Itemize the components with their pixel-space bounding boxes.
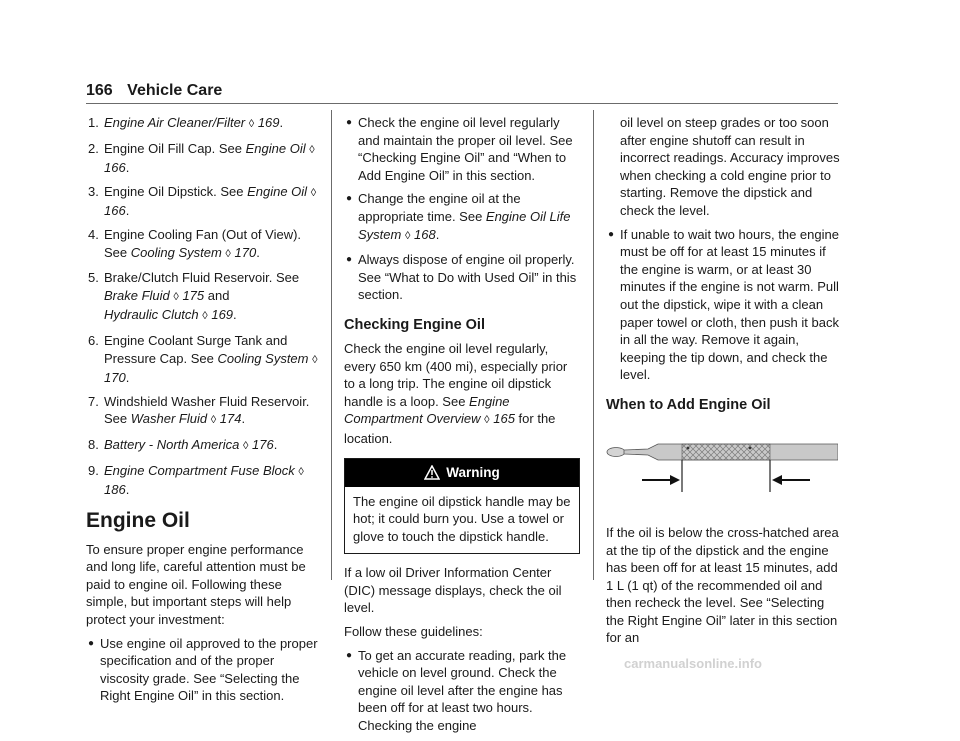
when-to-add-paragraph: If the oil is below the cross-hatched area at the tip of the dipstick and the engine has been off for at least 15 minutes, add 1 L (1 qt) of the recommended oil and then recheck the level. See “Selecting the Right Engine Oil” later in this section for an (606, 524, 839, 646)
engine-oil-bullets-cont (344, 114, 580, 304)
bullet-icon: ● (346, 649, 353, 661)
list-item: 4. Engine Cooling Fan (Out of View). See Cooling System ◊ 170. (88, 226, 302, 260)
page-arrow-icon: ◊ (202, 310, 208, 323)
add-mark-dot (687, 447, 690, 450)
list-item: 2. Engine Oil Fill Cap. See Engine Oil ◊ 166. (88, 140, 315, 176)
cross-reference-link[interactable]: Cooling System (217, 350, 309, 366)
section-heading-engine-oil: Engine Oil (86, 508, 190, 532)
cross-reference-link[interactable]: Engine Compartment Overview (344, 393, 510, 427)
cross-reference-link[interactable]: Brake Fluid (104, 287, 170, 303)
list-item: ● Use engine oil approved to the proper specification and of the proper viscosity grade. See “Selecting the Right Engine Oil” in this section. (88, 635, 318, 704)
list-item: 8. Battery - North America ◊ 176. (88, 436, 278, 452)
column-3 (606, 114, 840, 653)
left-arrow-icon (772, 475, 810, 485)
list-item: 5. Brake/Clutch Fluid Reservoir. See Brake Fluid ◊ 175 and Hydraulic Clutch ◊ 169. (88, 270, 300, 323)
cross-reference-link[interactable]: Battery - North America (104, 436, 240, 452)
bullet-icon: ● (346, 254, 353, 266)
list-item: ● Always dispose of engine oil properly. See “What to Do with Used Oil” in this section. (346, 252, 577, 303)
checking-paragraph: Check the engine oil level regularly, every 650 km (400 mi), especially prior to a long trip. The engine oil dipstick handle is a loop. See Engine Compartment Overview ◊ 165 for the location. (344, 340, 568, 446)
page-arrow-icon: ◊ (484, 414, 490, 427)
dic-paragraph: If a low oil Driver Information Center (DIC) message displays, check the oil level. (344, 565, 562, 616)
page-arrow-icon: ◊ (404, 229, 411, 242)
column-divider (593, 110, 594, 580)
page-arrow-icon: ◊ (309, 143, 315, 156)
cross-reference-link[interactable]: Washer Fluid (130, 411, 208, 427)
full-mark-dot (749, 447, 752, 450)
warning-header (345, 459, 579, 487)
cross-reference-link[interactable]: Engine Compartment Fuse Block (104, 462, 295, 478)
warning-title: Warning (446, 464, 500, 480)
list-item: ● Check the engine oil level regularly and maintain the proper oil level. See “Checking Engine Oil” and “When to Add Engine Oil” in this section. (346, 115, 573, 183)
page-arrow-icon: ◊ (312, 353, 318, 366)
list-item: 9. Engine Compartment Fuse Block ◊ 186. (88, 462, 304, 498)
guidelines-list (344, 647, 580, 735)
guidelines-list-cont (606, 226, 840, 384)
cross-reference-link[interactable]: Engine Oil (245, 140, 306, 156)
parts-list (86, 114, 318, 499)
cross-reference-link[interactable]: Engine Oil (247, 183, 308, 199)
page-arrow-icon: ◊ (225, 247, 231, 260)
section-heading-checking-engine-oil: Checking Engine Oil (344, 316, 485, 333)
bullet-icon: ● (346, 117, 353, 128)
header-rule (86, 103, 838, 104)
dipstick-diagram (606, 428, 838, 518)
column-2 (344, 114, 580, 741)
list-item: 3. Engine Oil Dipstick. See Engine Oil ◊ 166. (88, 183, 317, 219)
list-item: 1. Engine Air Cleaner/Filter ◊ 169. (88, 115, 284, 130)
warning-box (344, 458, 580, 555)
warning-text: The engine oil dipstick handle may be hot; it could burn you. Use a towel or glove to touch the dipstick handle. (353, 493, 571, 544)
warning-triangle-icon (424, 465, 440, 480)
section-title: Vehicle Care (127, 82, 223, 99)
page-arrow-icon: ◊ (173, 290, 179, 303)
list-item: 7. Windshield Washer Fluid Reservoir. See Washer Fluid ◊ 174. (88, 393, 310, 427)
guideline-continuation: oil level on steep grades or too soon after engine shutoff can result in incorrect readings. Accuracy improves when checking a cold engine prior to starting. Remove the dipstick and check the level. (620, 115, 840, 218)
page-arrow-icon: ◊ (248, 118, 255, 130)
engine-oil-intro: To ensure proper engine performance and long life, careful attention must be paid to engine oil. Following these simple, but important steps will help protect your investment: (86, 541, 306, 628)
column-divider (331, 110, 332, 580)
bullet-icon: ● (346, 193, 353, 205)
engine-oil-bullets (86, 635, 318, 705)
guidelines-intro: Follow these guidelines: (344, 624, 483, 640)
bullet-icon: ● (608, 228, 615, 240)
cross-reference-link[interactable]: Hydraulic Clutch (104, 307, 199, 323)
cross-reference-link[interactable]: Engine Air Cleaner/Filter (104, 115, 246, 130)
right-arrow-icon (642, 475, 680, 485)
section-heading-when-to-add: When to Add Engine Oil (606, 396, 771, 413)
column-1 (86, 114, 318, 711)
list-item: ● If unable to wait two hours, the engine must be off for at least 15 minutes if the engine is warm, or at least 30 minutes if the engine is not warm. Pull out the dipstick, wipe it with a clean paper towel or cloth, then push it back in all the way. Remove it again, keeping the tip down, and check the level. (608, 226, 839, 383)
cross-reference-link[interactable]: Cooling System (130, 244, 222, 260)
dipstick-illustration (606, 428, 838, 518)
page-arrow-icon: ◊ (310, 186, 317, 199)
list-item: 6. Engine Coolant Surge Tank and Pressure Cap. See Cooling System ◊ 170. (88, 332, 318, 386)
cross-reference-link[interactable]: Engine Oil Life System (358, 208, 571, 242)
bullet-icon: ● (88, 637, 95, 649)
watermark: carmanualsonline.info (624, 656, 762, 671)
page-arrow-icon: ◊ (210, 414, 217, 427)
page-number: 166 (86, 82, 113, 99)
page-arrow-icon: ◊ (242, 439, 249, 452)
cross-hatched-area (682, 444, 770, 460)
page-arrow-icon: ◊ (298, 465, 304, 478)
list-item: ● To get an accurate reading, park the vehicle on level ground. Check the engine oil level after the engine has been off for at least two hours. Checking the engine (346, 647, 567, 734)
list-item: ● Change the engine oil at the appropriate time. See Engine Oil Life System ◊ 168. (346, 191, 571, 242)
